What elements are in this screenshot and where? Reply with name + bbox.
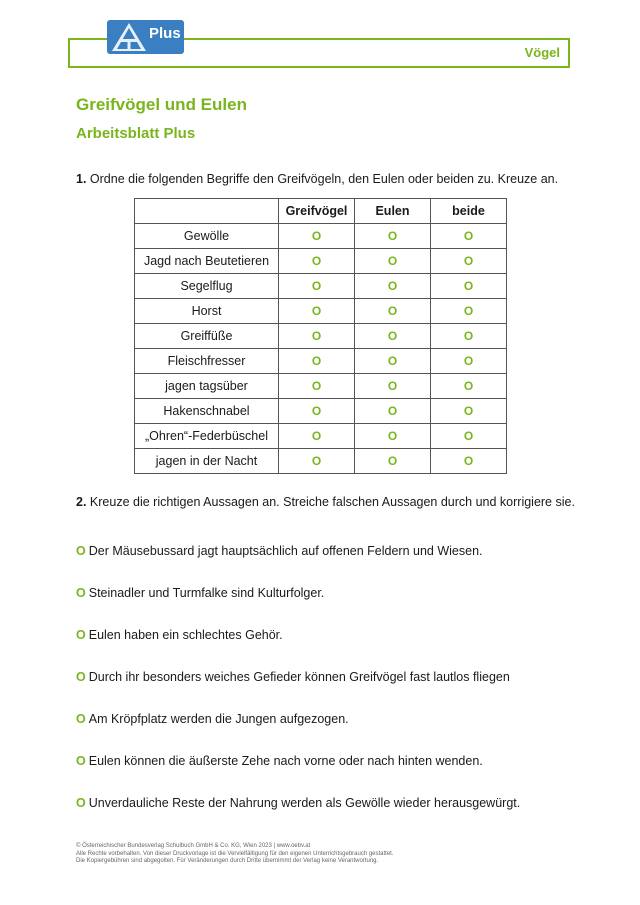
checkbox-circle-eulen[interactable]: O xyxy=(387,279,398,293)
table-row xyxy=(135,374,507,399)
checkbox-cell-beide[interactable] xyxy=(431,399,507,424)
table-row-label: „Ohren“-Federbüschel xyxy=(135,424,279,449)
table-header-eulen: Eulen xyxy=(355,199,431,224)
checkbox-cell-eulen[interactable] xyxy=(355,449,431,474)
classification-table xyxy=(134,198,507,474)
checkbox-circle-greifvoegel[interactable]: O xyxy=(311,354,322,368)
task-1-number: 1. xyxy=(76,172,87,186)
checkbox-cell-eulen[interactable] xyxy=(355,299,431,324)
table-header-row xyxy=(135,199,507,224)
statement-item xyxy=(76,628,283,642)
checkbox-circle-greifvoegel[interactable]: O xyxy=(311,454,322,468)
statement-item xyxy=(76,712,349,726)
task-2 xyxy=(76,495,575,509)
statement-checkbox[interactable]: O xyxy=(76,670,86,684)
logo-triangle-icon xyxy=(111,22,147,52)
checkbox-cell-greifvoegel[interactable] xyxy=(279,324,355,349)
statement-checkbox[interactable]: O xyxy=(76,586,86,600)
table-row xyxy=(135,274,507,299)
table-row xyxy=(135,299,507,324)
checkbox-cell-beide[interactable] xyxy=(431,424,507,449)
page-title: Greifvögel und Eulen xyxy=(76,95,247,114)
statement-item xyxy=(76,670,510,684)
checkbox-circle-eulen[interactable]: O xyxy=(387,329,398,343)
table-header-beide: beide xyxy=(431,199,507,224)
checkbox-circle-beide[interactable]: O xyxy=(463,354,474,368)
checkbox-cell-greifvoegel[interactable] xyxy=(279,399,355,424)
checkbox-circle-beide[interactable]: O xyxy=(463,279,474,293)
checkbox-cell-eulen[interactable] xyxy=(355,274,431,299)
checkbox-cell-greifvoegel[interactable] xyxy=(279,299,355,324)
table-row-label: Horst xyxy=(135,299,279,324)
statement-text: Am Kröpfplatz werden die Jungen aufgezogen. xyxy=(88,712,349,726)
table-row xyxy=(135,399,507,424)
statement-item xyxy=(76,586,324,600)
checkbox-circle-eulen[interactable]: O xyxy=(387,254,398,268)
table-row xyxy=(135,249,507,274)
publisher-logo xyxy=(107,20,184,54)
table-row xyxy=(135,449,507,474)
page-subtitle: Arbeitsblatt Plus xyxy=(76,125,196,142)
checkbox-circle-greifvoegel[interactable]: O xyxy=(311,404,322,418)
table-row-label: Segelflug xyxy=(135,274,279,299)
checkbox-circle-greifvoegel[interactable]: O xyxy=(311,379,322,393)
checkbox-cell-eulen[interactable] xyxy=(355,324,431,349)
footer-line-1: © Österreichischer Bundesverlag Schulbuch GmbH & Co. KG, Wien 2023 | www.oebv.at xyxy=(76,843,311,849)
statement-text: Der Mäusebussard jagt hauptsächlich auf offenen Feldern und Wiesen. xyxy=(88,544,483,558)
checkbox-circle-eulen[interactable]: O xyxy=(387,304,398,318)
checkbox-circle-eulen[interactable]: O xyxy=(387,379,398,393)
checkbox-circle-beide[interactable]: O xyxy=(463,254,474,268)
checkbox-circle-greifvoegel[interactable]: O xyxy=(311,254,322,268)
checkbox-cell-eulen[interactable] xyxy=(355,224,431,249)
checkbox-cell-beide[interactable] xyxy=(431,374,507,399)
footer xyxy=(76,843,394,866)
checkbox-cell-beide[interactable] xyxy=(431,349,507,374)
checkbox-cell-greifvoegel[interactable] xyxy=(279,374,355,399)
checkbox-cell-greifvoegel[interactable] xyxy=(279,449,355,474)
checkbox-circle-beide[interactable]: O xyxy=(463,304,474,318)
table-row xyxy=(135,324,507,349)
checkbox-circle-beide[interactable]: O xyxy=(463,379,474,393)
logo-text: Plus xyxy=(149,25,181,42)
checkbox-circle-beide[interactable]: O xyxy=(463,329,474,343)
checkbox-cell-beide[interactable] xyxy=(431,299,507,324)
task-1-text: Ordne die folgenden Begriffe den Greifvögeln, den Eulen oder beiden zu. Kreuze an. xyxy=(89,172,559,186)
table-row-label: Greiffüße xyxy=(135,324,279,349)
statement-checkbox[interactable]: O xyxy=(76,796,86,810)
footer-line-2: Alle Rechte vorbehalten. Von dieser Druckvorlage ist die Vervielfältigung für den eigenen Unterrichtsgebrauch gestattet. xyxy=(76,850,394,857)
statement-item xyxy=(76,796,520,810)
checkbox-cell-greifvoegel[interactable] xyxy=(279,224,355,249)
statement-item xyxy=(76,754,483,768)
table-body xyxy=(135,224,507,474)
table-header-empty xyxy=(135,199,279,224)
checkbox-cell-beide[interactable] xyxy=(431,324,507,349)
checkbox-cell-eulen[interactable] xyxy=(355,249,431,274)
checkbox-circle-beide[interactable]: O xyxy=(463,429,474,443)
checkbox-cell-eulen[interactable] xyxy=(355,349,431,374)
table-row-label: Hakenschnabel xyxy=(135,399,279,424)
checkbox-circle-greifvoegel[interactable]: O xyxy=(311,304,322,318)
checkbox-circle-greifvoegel[interactable]: O xyxy=(311,329,322,343)
statement-checkbox[interactable]: O xyxy=(76,712,86,726)
checkbox-circle-eulen[interactable]: O xyxy=(387,429,398,443)
footer-line-3: Die Kopiergebühren sind abgegolten. Für Veränderungen durch Dritte übernimmt der Verlag keine Verantwortung. xyxy=(76,858,379,864)
table-row-label: jagen tagsüber xyxy=(135,374,279,399)
task-1 xyxy=(76,172,558,186)
statement-text: Eulen können die äußerste Zehe nach vorne oder nach hinten wenden. xyxy=(88,754,483,768)
checkbox-circle-beide[interactable]: O xyxy=(463,229,474,243)
table-row xyxy=(135,349,507,374)
statement-checkbox[interactable]: O xyxy=(76,544,86,558)
table-row-label: Gewölle xyxy=(135,224,279,249)
task-2-number: 2. xyxy=(76,495,87,509)
statement-text: Unverdauliche Reste der Nahrung werden als Gewölle wieder herausgewürgt. xyxy=(88,796,521,810)
table-row-label: jagen in der Nacht xyxy=(135,449,279,474)
checkbox-circle-eulen[interactable]: O xyxy=(387,229,398,243)
statement-item xyxy=(76,544,483,558)
checkbox-circle-greifvoegel[interactable]: O xyxy=(311,429,322,443)
checkbox-cell-greifvoegel[interactable] xyxy=(279,274,355,299)
statement-checkbox[interactable]: O xyxy=(76,754,86,768)
checkbox-circle-eulen[interactable]: O xyxy=(387,454,398,468)
checkbox-cell-eulen[interactable] xyxy=(355,399,431,424)
checkbox-cell-beide[interactable] xyxy=(431,249,507,274)
checkbox-cell-beide[interactable] xyxy=(431,449,507,474)
table-row-label: Jagd nach Beutetieren xyxy=(135,249,279,274)
checkbox-cell-beide[interactable] xyxy=(431,274,507,299)
table-row xyxy=(135,424,507,449)
checkbox-circle-beide[interactable]: O xyxy=(463,404,474,418)
statement-text: Durch ihr besonders weiches Gefieder können Greifvögel fast lautlos fliegen xyxy=(88,670,510,684)
checkbox-cell-greifvoegel[interactable] xyxy=(279,349,355,374)
checkbox-cell-beide[interactable] xyxy=(431,224,507,249)
checkbox-cell-eulen[interactable] xyxy=(355,374,431,399)
statement-text: Steinadler und Turmfalke sind Kulturfolger. xyxy=(88,586,325,600)
checkbox-cell-eulen[interactable] xyxy=(355,424,431,449)
checkbox-circle-greifvoegel[interactable]: O xyxy=(311,229,322,243)
checkbox-cell-greifvoegel[interactable] xyxy=(279,424,355,449)
task-2-text: Kreuze die richtigen Aussagen an. Streiche falschen Aussagen durch und korrigiere sie. xyxy=(89,495,575,509)
statement-checkbox[interactable]: O xyxy=(76,628,86,642)
statement-text: Eulen haben ein schlechtes Gehör. xyxy=(88,628,283,642)
section-label: Vögel xyxy=(524,45,560,60)
checkbox-circle-greifvoegel[interactable]: O xyxy=(311,279,322,293)
table-header-greifvoegel: Greifvögel xyxy=(279,199,355,224)
checkbox-circle-eulen[interactable]: O xyxy=(387,354,398,368)
checkbox-circle-eulen[interactable]: O xyxy=(387,404,398,418)
checkbox-circle-beide[interactable]: O xyxy=(463,454,474,468)
table-row xyxy=(135,224,507,249)
checkbox-cell-greifvoegel[interactable] xyxy=(279,249,355,274)
table-row-label: Fleischfresser xyxy=(135,349,279,374)
